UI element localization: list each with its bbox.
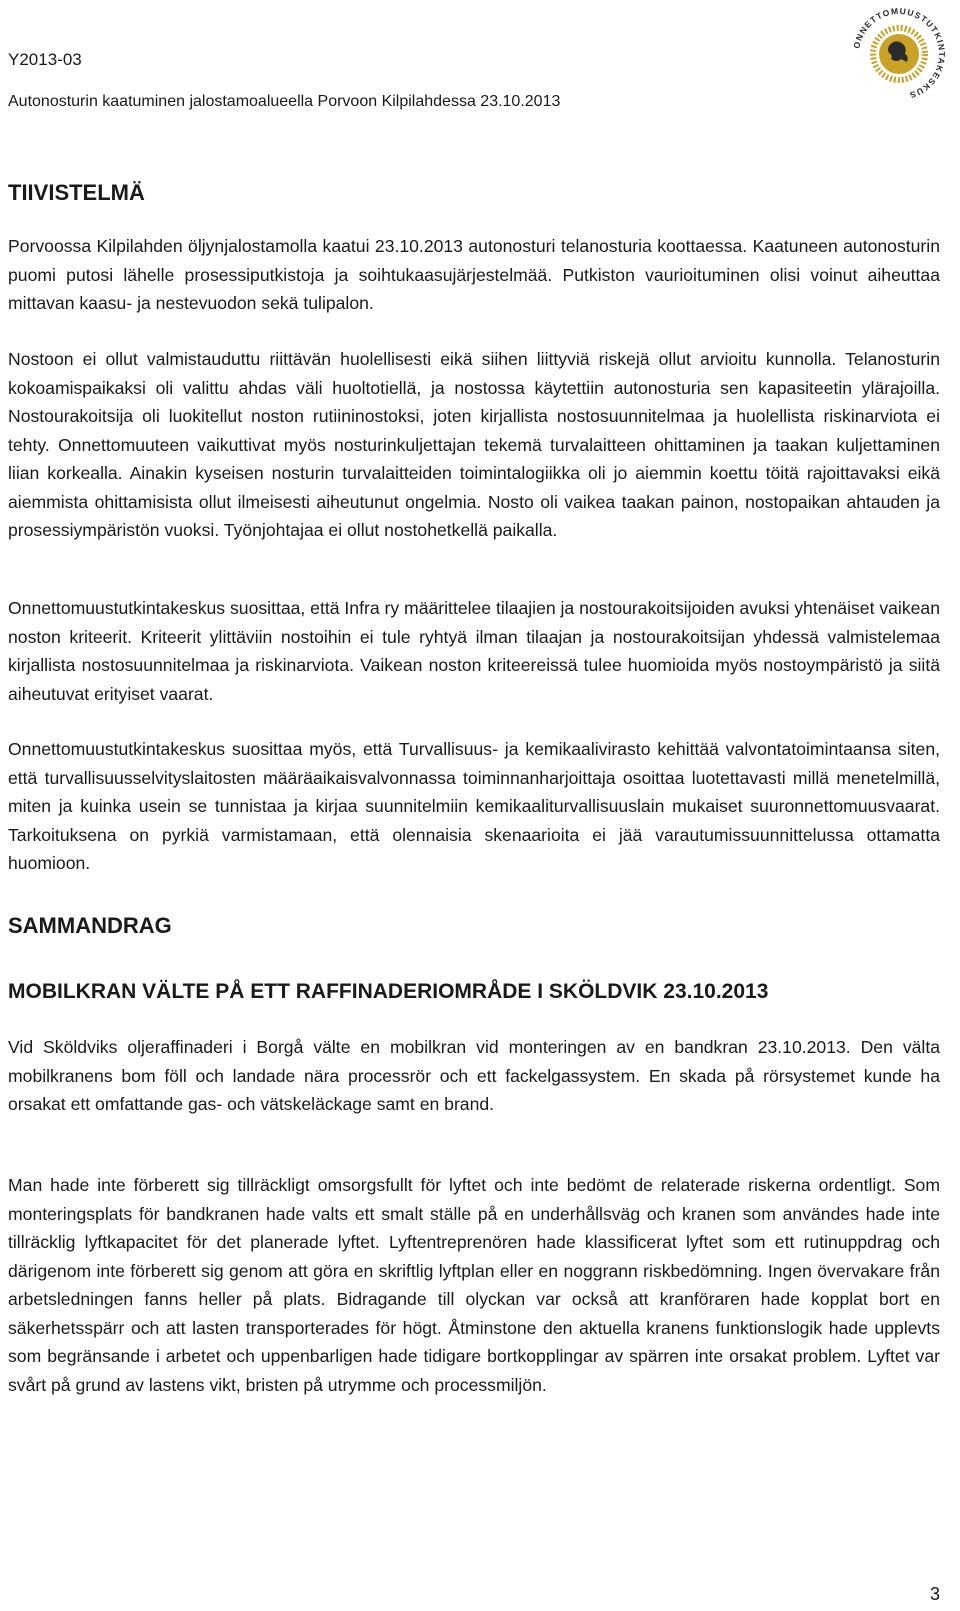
finnish-paragraph-1: Porvoossa Kilpilahden öljynjalostamolla kaatui 23.10.2013 autonosturi telanosturia koottaessa. Kaatuneen autonosturin puomi putosi lähelle prosessiputkistoja ja soihtukaasujärjestelmää. Putkiston vaurioituminen olisi voinut aiheuttaa mittavan kaasu- ja nestevuodon sekä tulipalon. xyxy=(8,236,940,313)
finnish-paragraph-2: Nostoon ei ollut valmistauduttu riittävän huolellisesti eikä siihen liittyviä riskejä ollut arvioitu kunnolla. Telanosturin kokoamispaikaksi oli valittu ahdas väli huoltotiellä, ja nostossa käytettiin autonosturia sen kapasiteetin ylärajoilla. Nostourakoitsija oli luokitellut noston rutiininostoksi, joten kirjallista nostosuunnitelmaa ja huolellista riskinarviota ei tehty. Onnettomuuteen vaikuttivat myös nosturinkuljettajan tekemä turvalaitteen ohittaminen ja taakan kuljettaminen liian korkealla. Ainakin kyseisen nosturin turvalaitteiden toimintalogiikka oli jo aiemmin koettu töitä rajoittavaksi eikä aiemmista ohittamisista ollut ilmeisesti aiheutunut ongelmia. Nosto oli vaikea taakan painon, nostopaikan ahtauden ja prosessiympäristön vuoksi. Työnjohtajaa ei ollut nostohetkellä paikalla. xyxy=(8,349,940,540)
onnettomuustutkintakeskus-logo xyxy=(845,0,953,108)
swedish-paragraph-1: Vid Sköldviks oljeraffinaderi i Borgå välte en mobilkran vid monteringen av en bandkran 23.10.2013. Den välta mobilkranens bom föll och landade nära processrör och ett fackelgassystem. En skada på rörsystemet kunde ha orsakat ett omfattande gas- och vätskeläckage samt en brand. xyxy=(8,1037,940,1114)
swedish-paragraph-2: Man hade inte förberett sig tillräckligt omsorgsfullt för lyftet och inte bedömt de relaterade riskerna ordentligt. Som monteringsplats för bandkranen hade valts ett smalt ställe på en underhållsväg och kranen som användes hade inte tillräcklig lyftkapacitet för det planerade lyftet. Lyftentreprenören hade klassificerat lyftet som ett rutinuppdrag och därigenom inte förberett sig genom att göra en skriftlig lyftplan eller en noggrann riskbedömning. Ingen övervakare från arbetsledningen fanns heller på plats. Bidragande till olyckan var också att kranföraren hade kopplat bort en säkerhetsspärr och att lasten transporterades för högt. Åtminstone den aktuella kranens funktionslogik hade upplevts som begränsande i arbetet och uppenbarligen hade tidigare bortkopplingar av spärren inte orsakat problem. Lyftet var svårt på grund av lastens vikt, bristen på utrymme och processmiljön. xyxy=(8,1175,940,1395)
swedish-summary-heading: SAMMANDRAG xyxy=(8,913,172,938)
finnish-paragraph-4: Onnettomuustutkintakeskus suosittaa myös, että Turvallisuus- ja kemikaalivirasto kehittää valvontatoimintaansa siten, että turvallisuusselvityslaitosten määräaikaisvalvonnassa toiminnanharjoittaja osoittaa luotettavasti millä menetelmillä, miten ja kuinka usein se tunnistaa ja kirjaa suunnitelmiin kemikaaliturvallisuuslain mukaiset suuronnettomuusvaarat. Tarkoituksena on pyrkiä varmistamaan, että olennaisia skenaarioita ei jää varautumissuunnittelussa ottamatta huomioon. xyxy=(8,739,940,873)
swedish-summary-subtitle: MOBILKRAN VÄLTE PÅ ETT RAFFINADERIOMRÅDE I SKÖLDVIK 23.10.2013 xyxy=(8,980,769,1003)
report-code: Y2013-03 xyxy=(8,50,82,69)
report-title: Autonosturin kaatuminen jalostamoalueella Porvoon Kilpilahdessa 23.10.2013 xyxy=(8,93,561,110)
finnish-summary-heading: TIIVISTELMÄ xyxy=(8,180,145,205)
finnish-paragraph-3: Onnettomuustutkintakeskus suosittaa, että Infra ry määrittelee tilaajien ja nostourakoitsijoiden avuksi yhtenäiset vaikean noston kriteerit. Kriteerit ylittäviin nostoihin ei tule ryhtyä ilman tilaajan ja nostourakoitsijan yhdessä valmistelemaa kirjallista nostosuunnitelmaa ja riskinarviota. Vaikean noston kriteereissä tulee huomioida myös nostoympäristö ja siitä aiheutuvat erityiset vaarat. xyxy=(8,598,940,704)
logo-ring-textpath: ONNETTOMUUSTUTKINTAKESKUS xyxy=(851,5,948,101)
page-number: 3 xyxy=(929,1584,940,1604)
